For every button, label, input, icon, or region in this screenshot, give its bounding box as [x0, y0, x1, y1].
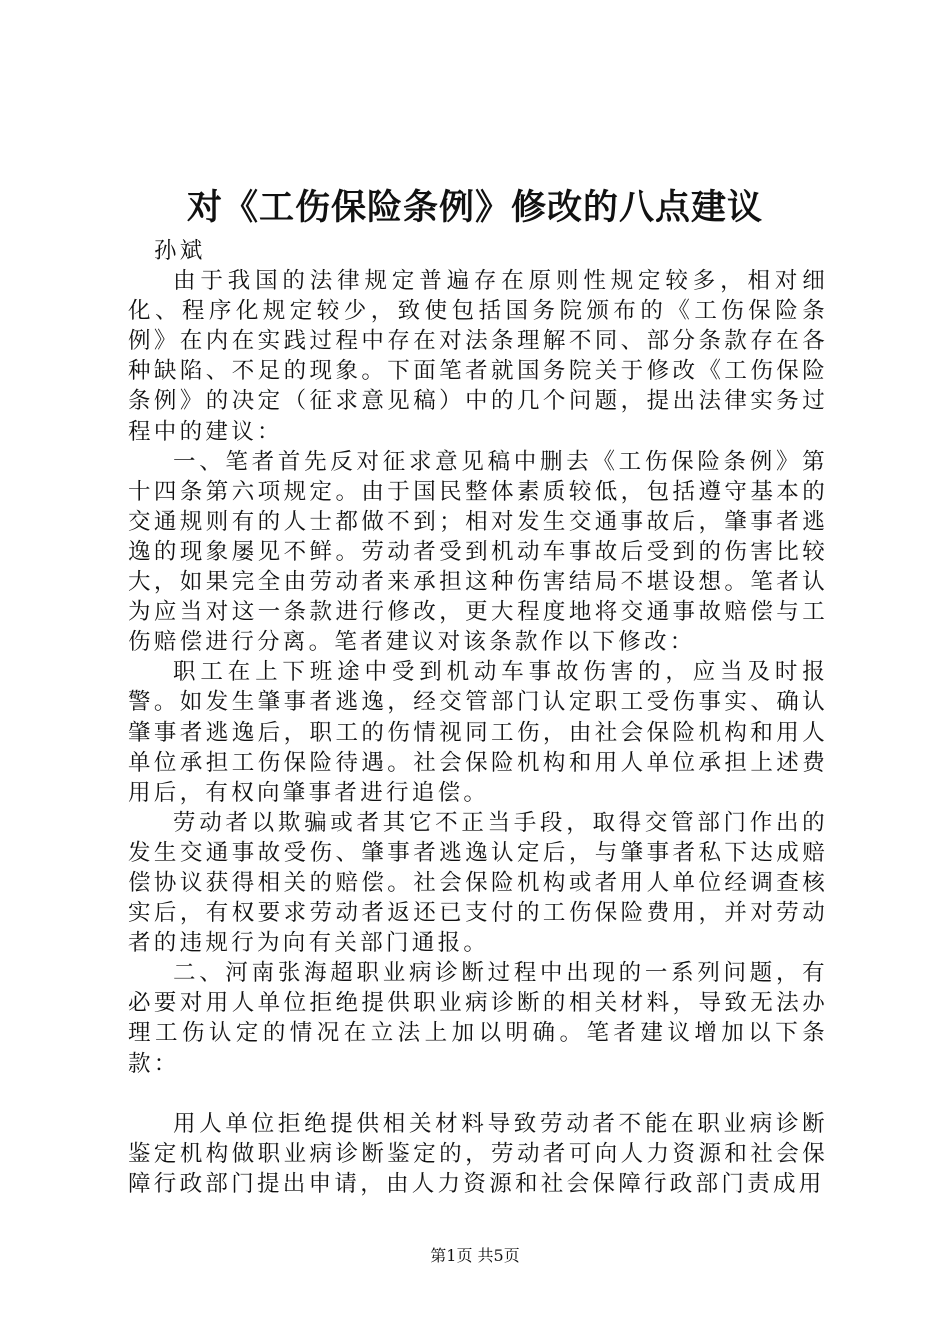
page-number-footer: 第1页 共5页	[430, 1246, 520, 1265]
paragraph-point-one: 一、笔者首先反对征求意见稿中删去《工伤保险条例》第十四条第六项规定。由于国民整体素质较低，包括遵守基本的交通规则有的人士都做不到；相对发生交通事故后，肇事者逃逸的现象屡见不鲜。劳动者受到机动车事故后受到的伤害比较大，如果完全由劳动者来承担这种伤害结局不堪设想。笔者认为应当对这一条款进行修改，更大程度地将交通事故赔偿与工伤赔偿进行分离。笔者建议对该条款作以下修改：	[128, 448, 828, 656]
document-title: 对《工伤保险条例》修改的八点建议	[186, 187, 763, 228]
document-body	[128, 236, 828, 1199]
paragraph-proposed-clause-two: 劳动者以欺骗或者其它不正当手段，取得交管部门作出的发生交通事故受伤、肇事者逃逸认定后，与肇事者私下达成赔偿协议获得相关的赔偿。社会保险机构或者用人单位经调查核实后，有权要求劳动者返还已支付的工伤保险费用，并对劳动者的违规行为向有关部门通报。	[128, 809, 828, 957]
author-name: 孙斌	[154, 238, 206, 264]
paragraph-point-two: 二、河南张海超职业病诊断过程中出现的一系列问题，有必要对用人单位拒绝提供职业病诊断的相关材料，导致无法办理工伤认定的情况在立法上加以明确。笔者建议增加以下条款：	[128, 960, 828, 1077]
paragraph-intro: 由于我国的法律规定普遍存在原则性规定较多，相对细化、程序化规定较少，致使包括国务院颁布的《工伤保险条例》在内在实践过程中存在对法条理解不同、部分条款存在各种缺陷、不足的现象。下面笔者就国务院关于修改《工伤保险条例》的决定（征求意见稿）中的几个问题，提出法律实务过程中的建议：	[128, 268, 828, 445]
paragraph-proposed-clause-three: 用人单位拒绝提供相关材料导致劳动者不能在职业病诊断鉴定机构做职业病诊断鉴定的，劳动者可向人力资源和社会保障行政部门提出申请，由人力资源和社会保障行政部门责成用	[128, 1110, 828, 1197]
paragraph-proposed-clause-one: 职工在上下班途中受到机动车事故伤害的，应当及时报警。如发生肇事者逃逸，经交管部门认定职工受伤事实、确认肇事者逃逸后，职工的伤情视同工伤，由社会保险机构和用人单位承担工伤保险待遇。社会保险机构和用人单位承担上述费用后，有权向肇事者进行追偿。	[128, 659, 828, 806]
